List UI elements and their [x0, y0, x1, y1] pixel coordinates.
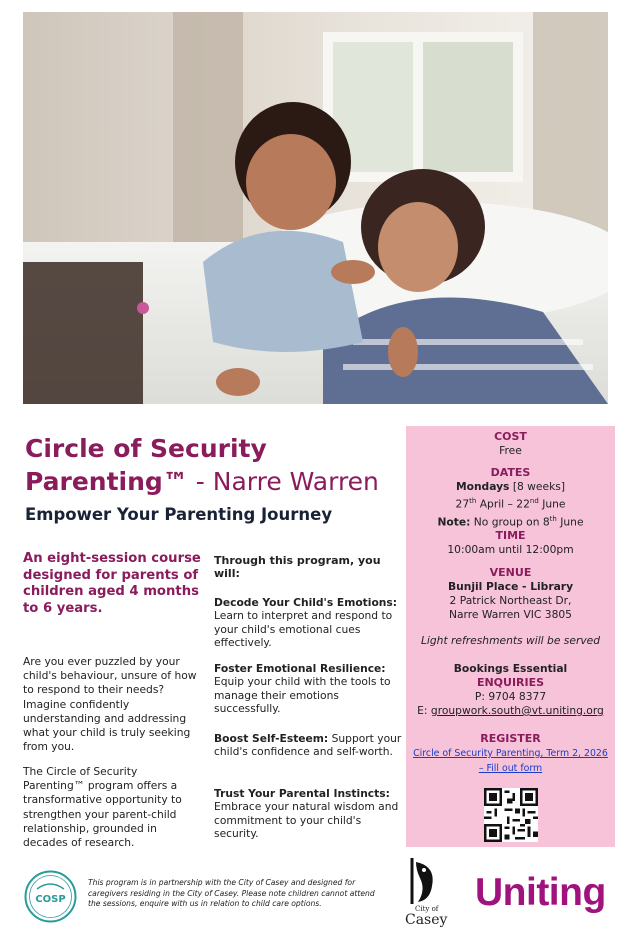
cosp-logo	[23, 869, 78, 924]
venue-name: Bunjil Place - Library	[447, 580, 574, 593]
dates-block	[406, 466, 615, 529]
benefit-text: Support your child's confidence and self-worth.	[214, 732, 402, 759]
venue-block	[406, 566, 615, 622]
title-program: Parenting™	[25, 467, 188, 496]
uniting-logo: Uniting	[475, 871, 606, 914]
hero-photo	[23, 12, 608, 404]
register-link[interactable]: Circle of Security Parenting, Term 2, 2026	[413, 748, 608, 759]
cost-value: Free	[499, 444, 522, 457]
benefit-text: Learn to interpret and respond to your child's emotional cues effectively.	[214, 609, 393, 650]
venue-street: 2 Patrick Northeast Dr,	[449, 594, 572, 607]
benefit-heading: Boost Self-Esteem:	[214, 732, 329, 745]
casey-small: City of	[415, 905, 439, 913]
page-title	[25, 432, 405, 498]
through-heading: Through this program, you will:	[214, 554, 381, 581]
dates-note: Note: No group on 8th June	[437, 514, 584, 529]
time-value: 10:00am until 12:00pm	[447, 543, 574, 556]
refreshments-note: Light refreshments will be served	[420, 634, 601, 647]
enquiries-label: ENQUIRIES	[476, 676, 545, 689]
time-label: TIME	[495, 529, 526, 542]
info-panel	[406, 426, 615, 847]
venue-city: Narre Warren VIC 3805	[449, 608, 572, 621]
register-block	[406, 732, 615, 776]
enquiries-block	[406, 662, 615, 718]
title-line1: Circle of Security	[25, 434, 267, 463]
paragraph-1: Are you ever puzzled by your child's behaviour, unsure of how to respond to their needs? Imagine confidently understanding and addressing what your child is truly seeking from you.	[23, 655, 197, 754]
qr-code-icon[interactable]	[484, 788, 538, 842]
benefit-emotions	[214, 596, 404, 650]
intro-text: An eight-session course designed for parents of children aged 4 months to 6 years.	[23, 551, 201, 616]
enquiries-email-row: E: groupwork.south@vt.uniting.org	[417, 704, 604, 717]
benefit-self-esteem	[214, 732, 404, 759]
benefit-heading: Foster Emotional Resilience:	[214, 662, 386, 675]
dates-range: 27th April – 22nd June	[455, 497, 566, 511]
enquiries-email[interactable]: groupwork.south@vt.uniting.org	[430, 704, 604, 717]
time-block	[406, 529, 615, 557]
venue-label: VENUE	[489, 566, 532, 579]
cosp-logo-text: COSP	[35, 894, 66, 905]
enquiries-phone: P: 9704 8377	[474, 690, 547, 703]
title-line2	[25, 465, 405, 498]
cost-block	[406, 430, 615, 458]
dates-days: Mondays [8 weeks]	[455, 480, 566, 493]
benefit-instincts	[214, 787, 404, 841]
paragraph-2: The Circle of Security Parenting™ program offers a transformative opportunity to strengthen your parent-child relationship, grounded in decades of research.	[23, 765, 182, 850]
benefit-text: Equip your child with the tools to manage their emotions successfully.	[214, 675, 391, 716]
register-link-form[interactable]: – Fill out form	[478, 763, 543, 774]
cost-label: COST	[494, 430, 527, 443]
dates-label: DATES	[490, 466, 531, 479]
benefit-heading: Trust Your Parental Instincts:	[214, 787, 390, 800]
benefit-text: Embrace your natural wisdom and commitment to your child's security.	[214, 800, 399, 841]
bookings-essential: Bookings Essential	[453, 662, 568, 675]
benefit-heading: Decode Your Child's Emotions:	[214, 596, 398, 609]
benefit-resilience	[214, 662, 404, 716]
title-location: - Narre Warren	[187, 467, 379, 496]
register-label: REGISTER	[480, 732, 541, 745]
casey-large: Casey	[405, 912, 448, 928]
casey-wordmark	[405, 905, 447, 927]
partnership-note: This program is in partnership with the City of Casey and designed for caregivers residing in the City of Casey. Please note children cannot attend the sessions, enquire with us in relation to child care options.	[88, 878, 375, 908]
tagline: Empower Your Parenting Journey	[25, 505, 333, 524]
